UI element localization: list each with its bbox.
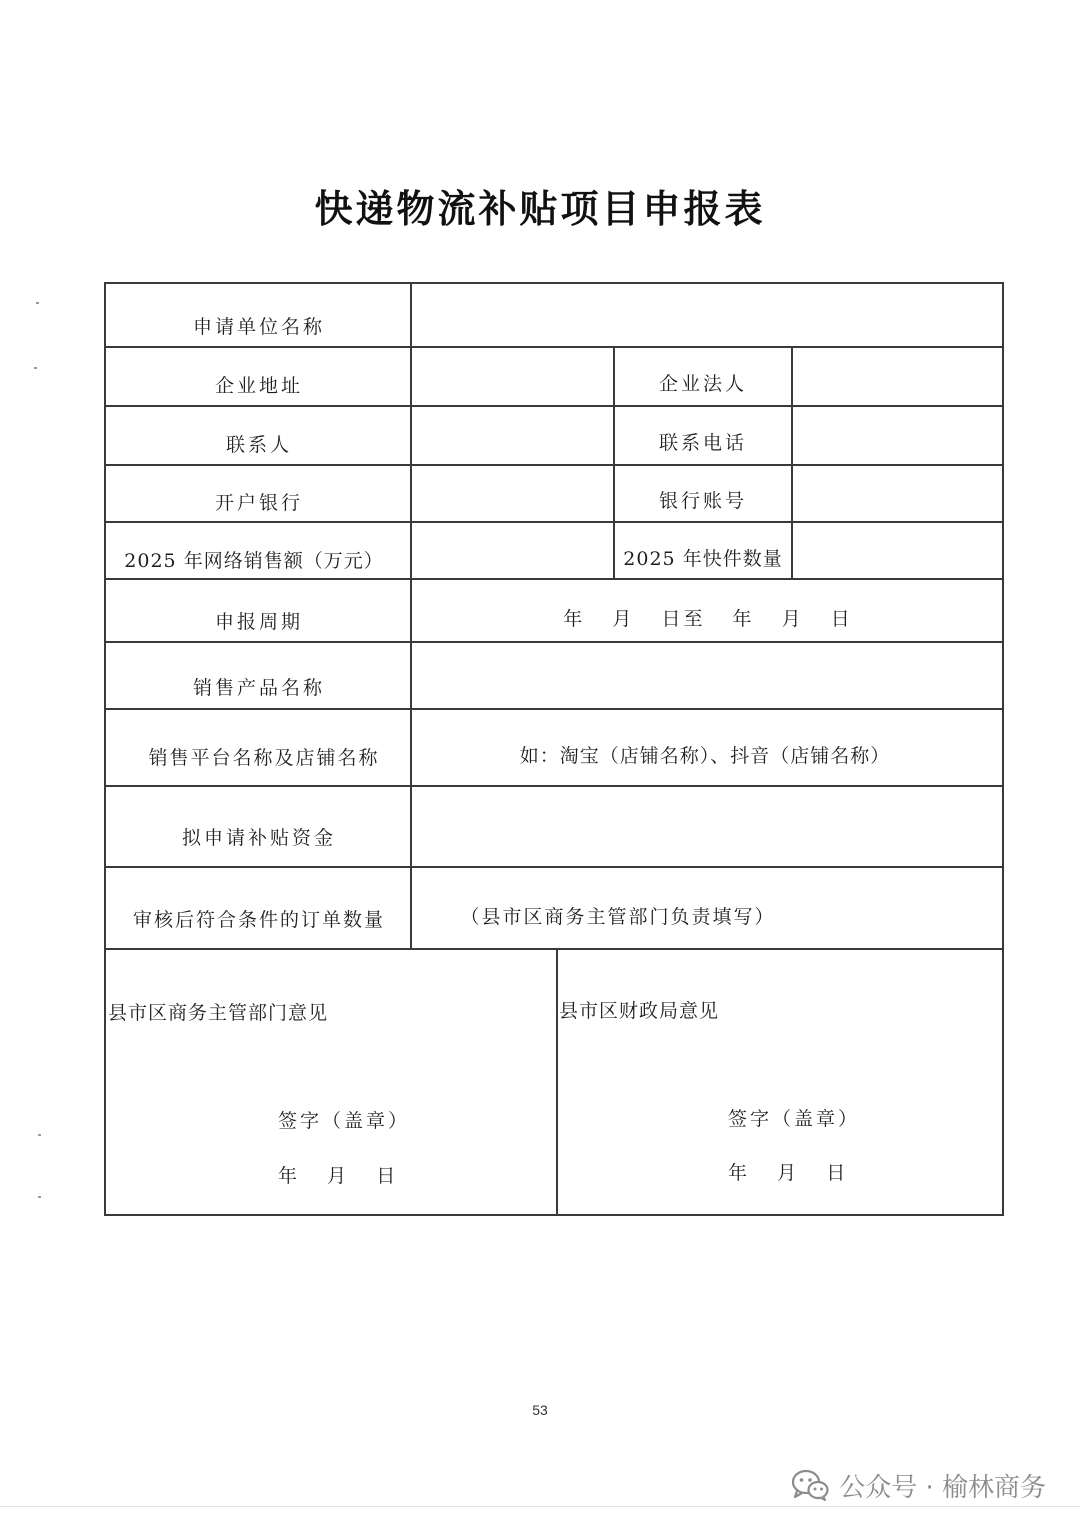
column-divider [613,346,615,578]
subsidy-label: 拟申请补贴资金 [181,827,337,849]
finance-date-label: 年 月 日 [728,1162,849,1184]
row-divider [104,708,1004,710]
bottom-rule [0,1506,1080,1507]
wechat-icon [791,1469,829,1501]
opinion-column-divider [556,948,558,1214]
column-divider [791,346,793,578]
period-value: 年 月 日至 年 月 日 [563,608,853,630]
watermark [791,1465,1046,1505]
form-border-top [104,282,1004,284]
platform-value: 如：淘宝（店铺名称）、抖音（店铺名称） [519,745,891,767]
product-label: 销售产品名称 [192,677,326,699]
address-label: 企业地址 [214,375,304,397]
commerce-opinion-label: 县市区商务主管部门意见 [108,1002,329,1024]
scan-speck [38,1196,41,1198]
row-divider [104,578,1004,580]
orders-value: （县市区商务主管部门负责填写） [460,906,776,928]
scan-speck [38,1134,41,1136]
form-border-left [104,282,106,1216]
page-title: 快递物流补贴项目申报表 [314,186,766,231]
finance-opinion-label: 县市区财政局意见 [559,1000,720,1022]
form-border-right [1002,282,1004,1216]
row-divider [104,641,1004,643]
application-form [104,282,1004,1216]
row-divider [104,346,1004,348]
legal-rep-label: 企业法人 [658,373,748,395]
parcels-label: 2025 年快件数量 [623,548,783,570]
row-divider [104,521,1004,523]
account-label: 银行账号 [658,490,748,512]
page-number: 53 [532,1402,548,1418]
label-column-divider [410,282,412,948]
row-divider [104,866,1004,868]
row-divider [104,464,1004,466]
row-divider [104,948,1004,950]
scan-speck [36,302,39,304]
contact-label: 联系人 [225,434,293,456]
period-label: 申报周期 [214,611,304,633]
row-divider [104,785,1004,787]
sales-label: 2025 年网络销售额（万元） [124,550,384,572]
row-divider [104,405,1004,407]
commerce-signature-label: 签字（盖章） [278,1110,411,1132]
watermark-text: 公众号 · 榆林商务 [839,1472,1046,1503]
platform-label: 销售平台名称及店铺名称 [148,747,380,769]
bank-label: 开户银行 [214,492,304,514]
scan-speck [34,367,37,369]
form-border-bottom [104,1214,1004,1216]
commerce-date-label: 年 月 日 [278,1165,399,1187]
phone-label: 联系电话 [658,432,748,454]
orders-label: 审核后符合条件的订单数量 [132,909,386,931]
finance-signature-label: 签字（盖章） [728,1108,861,1130]
applicant-name-label: 申请单位名称 [192,316,326,338]
